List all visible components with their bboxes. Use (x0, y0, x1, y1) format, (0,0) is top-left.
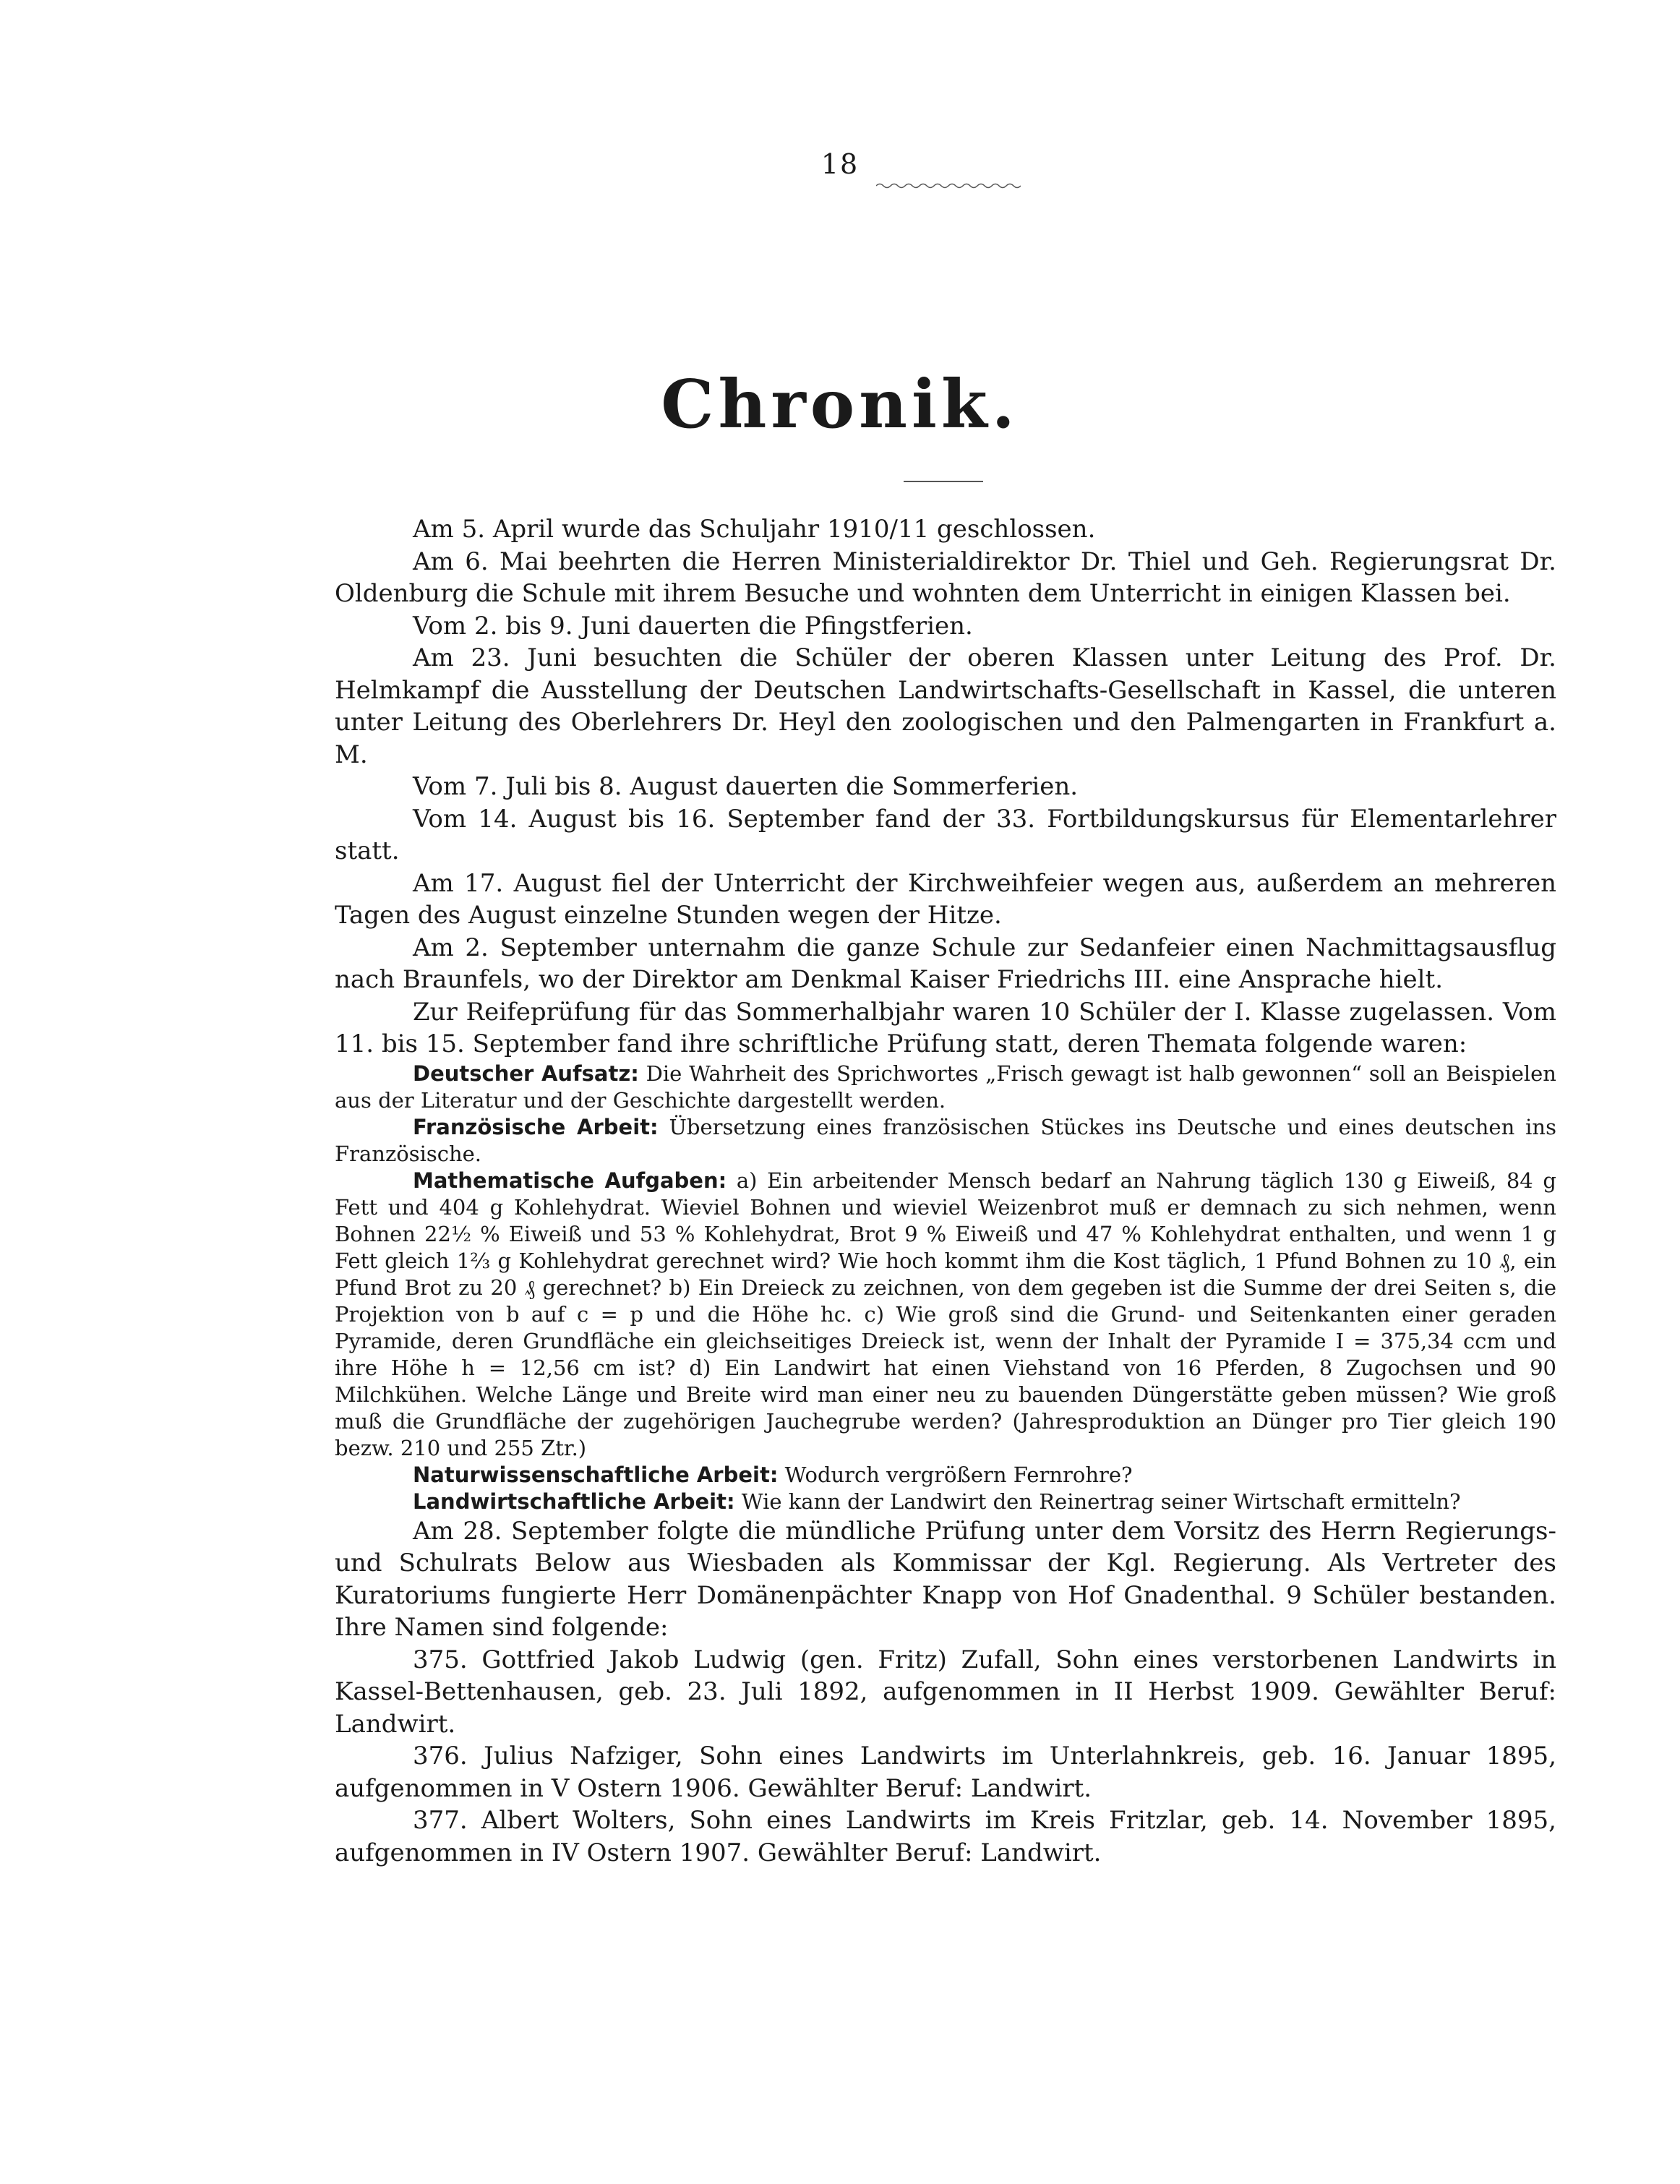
graduate-list (335, 1644, 1556, 1870)
paragraph: Vom 14. August bis 16. September fand der 33. Fortbildungskursus für Elementarlehrer statt. (335, 804, 1556, 865)
title-divider (904, 481, 983, 482)
exam-topics (335, 1061, 1556, 1515)
exam-topic-label: Deutscher Aufsatz: (413, 1061, 639, 1086)
paragraph: Am 23. Juni besuchten die Schüler der oberen Klassen unter Leitung des Prof. Dr. Helmkampf die Ausstellung der Deutschen Landwirtschafts-Gesellschaft in Kassel, die unteren unter Leitung des Oberlehrers Dr. Heyl den zoologischen und den Palmengarten in Frankfurt a. M. (335, 643, 1556, 769)
exam-topic-text: Die Wahrheit des Sprichwortes „Frisch gewagt ist halb gewonnen“ soll an Beispielen aus der Literatur und der Geschichte dargestellt werden. (335, 1061, 1556, 1113)
graduate-entry: 376. Julius Nafziger, Sohn eines Landwirts im Unterlahnkreis, geb. 16. Januar 1895, aufgenommen in V Ostern 1906. Gewählter Beruf: Landwirt. (335, 1742, 1556, 1803)
exam-topic-text: Übersetzung eines französischen Stückes ins Deutsche und eines deutschen ins Französische. (335, 1114, 1556, 1166)
exam-topic-label: Französische Arbeit: (413, 1114, 659, 1139)
paragraph: Am 6. Mai beehrten die Herren Ministerialdirektor Dr. Thiel und Geh. Regierungsrat Dr. Oldenburg die Schule mit ihrem Besuche und wohnten dem Unterricht in einigen Klassen bei. (335, 547, 1556, 608)
page-number: 18 (820, 148, 860, 180)
exam-topic (335, 1462, 1556, 1489)
graduate-entry: 377. Albert Wolters, Sohn eines Landwirts im Kreis Fritzlar, geb. 14. November 1895, aufgenommen in IV Ostern 1907. Gewählter Beruf: Landwirt. (335, 1806, 1556, 1867)
exam-topic (335, 1114, 1556, 1168)
chronicle-body (335, 513, 1556, 1869)
exam-topic-text: a) Ein arbeitender Mensch bedarf an Nahrung täglich 130 g Eiweiß, 84 g Fett und 404 g Kohlehydrat. Wieviel Bohnen und wieviel Weizenbrot muß er demnach zu sich nehmen, wenn Bohnen 22½ % Eiweiß und 53 % Kohlehydrat, Brot 9 % Eiweiß und 47 % Kohlehydrat enthalten, und wenn 1 g Fett gleich 1⅔ g Kohlehydrat gerechnet wird? Wie hoch kommt ihm die Kost täglich, 1 Pfund Bohnen zu 10 ₰, ein Pfund Brot zu 20 ₰ gerechnet? b) Ein Dreieck zu zeichnen, von dem gegeben ist die Summe der drei Seiten s, die Projektion von b auf c = p und die Höhe hc. c) Wie groß sind die Grund- und Seitenkanten einer geraden Pyramide, deren Grundfläche ein gleichseitiges Dreieck ist, wenn der Inhalt der Pyramide I = 375,34 ccm und ihre Höhe h = 12,56 cm ist? d) Ein Landwirt hat einen Viehstand von 16 Pferden, 8 Zugochsen und 90 Milchkühen. Welche Länge und Breite wird man einer neu zu bauenden Düngerstätte geben müssen? Wie groß muß die Grundfläche der zugehörigen Jauchegrube werden? (Jahresproduktion an Dünger pro Tier gleich 190 bezw. 210 und 255 Ztr.) (335, 1168, 1556, 1460)
paragraph: Zur Reifeprüfung für das Sommerhalbjahr waren 10 Schüler der I. Klasse zugelassen. Vom 11. bis 15. September fand ihre schriftliche Prüfung statt, deren Themata folgende waren: (335, 997, 1556, 1058)
paragraph: Vom 7. Juli bis 8. August dauerten die Sommerferien. (413, 772, 1079, 801)
exam-topic-label: Naturwissenschaftliche Arbeit: (413, 1462, 779, 1487)
exam-topic-text: Wodurch vergrößern Fernrohre? (778, 1462, 1133, 1487)
ornament-divider (876, 181, 1021, 191)
paragraph: Am 5. April wurde das Schuljahr 1910/11 geschlossen. (413, 515, 1096, 544)
exam-topic-label: Landwirtschaftliche Arbeit: (413, 1489, 735, 1514)
oral-exam-paragraph: Am 28. September folgte die mündliche Prüfung unter dem Vorsitz des Herrn Regierungs- und Schulrats Below aus Wiesbaden als Kommissar der Kgl. Regierung. Als Vertreter des Kuratoriums fungierte Herr Domänenpächter Knapp von Hof Gnadenthal. 9 Schüler bestanden. Ihre Namen sind folgende: (335, 1516, 1556, 1642)
exam-topic (335, 1489, 1556, 1515)
exam-topic (335, 1168, 1556, 1462)
graduate-entry: 375. Gottfried Jakob Ludwig (gen. Fritz) Zufall, Sohn eines verstorbenen Landwirts in Kassel-Bettenhausen, geb. 23. Juli 1892, aufgenommen in II Herbst 1909. Gewählter Beruf: Landwirt. (335, 1645, 1556, 1739)
exam-topic-text: Wie kann der Landwirt den Reinertrag seiner Wirtschaft ermitteln? (734, 1489, 1461, 1514)
paragraph: Vom 2. bis 9. Juni dauerten die Pfingstferien. (413, 611, 973, 641)
paragraph: Am 2. September unternahm die ganze Schule zur Sedanfeier einen Nachmittagsausflug nach Braunfels, wo der Direktor am Denkmal Kaiser Friedrichs III. eine Ansprache hielt. (335, 933, 1556, 994)
exam-topic (335, 1061, 1556, 1114)
exam-topic-label: Mathematische Aufgaben: (413, 1168, 727, 1193)
page-title: Chronik. (661, 365, 1019, 443)
paragraph: Am 17. August fiel der Unterricht der Kirchweihfeier wegen aus, außerdem an mehreren Tagen des August einzelne Stunden wegen der Hitze. (335, 868, 1556, 930)
